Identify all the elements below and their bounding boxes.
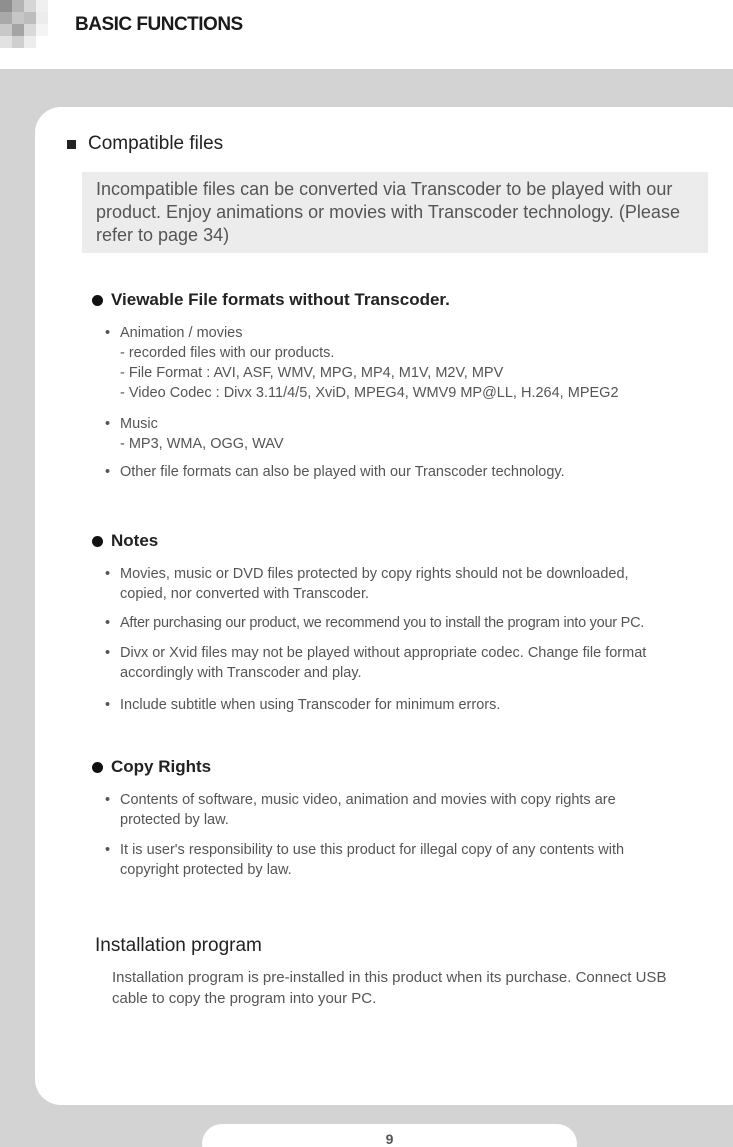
bullet-dot: • — [105, 697, 111, 713]
subheading-viewable-formats — [92, 290, 450, 310]
list-item-text: Contents of software, music video, animation and movies with copy rights are — [120, 792, 616, 808]
installation-text — [112, 967, 727, 1009]
list-item-text: Animation / movies — [120, 325, 243, 341]
round-bullet-icon — [92, 762, 103, 773]
round-bullet-icon — [92, 536, 103, 547]
list-item — [105, 840, 624, 880]
list-item-text: - recorded files with our products. — [120, 345, 335, 361]
bullet-dot: • — [105, 325, 111, 341]
bullet-dot: • — [105, 792, 111, 808]
list-item-text: accordingly with Transcoder and play. — [120, 665, 362, 681]
round-bullet-icon — [92, 295, 103, 306]
list-item — [105, 790, 616, 830]
bullet-dot: • — [105, 842, 111, 858]
list-item-text: copied, nor converted with Transcoder. — [120, 586, 370, 602]
section-title: Compatible files — [88, 133, 224, 154]
page-number: 9 — [385, 1131, 394, 1147]
list-item — [105, 695, 500, 715]
notice-box — [82, 172, 708, 253]
list-item-text: It is user's responsibility to use this product for illegal copy of any contents with — [120, 842, 625, 858]
bullet-dot: • — [105, 615, 111, 631]
section-heading-compatible-files — [67, 133, 223, 155]
subheading-title: Copy Rights — [111, 757, 212, 776]
list-item-text: - File Format : AVI, ASF, WMV, MPG, MP4, M1V, M2V, MPV — [120, 365, 504, 381]
list-item — [105, 414, 284, 454]
notice-line: refer to page 34) — [96, 225, 230, 245]
list-item-text: copyright protected by law. — [120, 862, 292, 878]
list-item-text: Music — [120, 416, 158, 432]
list-item — [105, 323, 619, 403]
subheading-copy-rights — [92, 757, 211, 777]
list-item-text: Movies, music or DVD files protected by copy rights should not be downloaded, — [120, 566, 629, 582]
list-item — [105, 643, 646, 683]
list-item — [105, 462, 565, 482]
list-item-text: After purchasing our product, we recommend you to install the program into your PC. — [120, 615, 645, 631]
subheading-title: Notes — [111, 531, 159, 550]
list-item-text: - Video Codec : Divx 3.11/4/5, XviD, MPEG4, WMV9 MP@LL, H.264, MPEG2 — [120, 385, 619, 401]
header-mosaic-logo — [0, 0, 48, 48]
notice-line: Incompatible files can be converted via Transcoder to be played with our — [96, 179, 673, 199]
installation-line: cable to copy the program into your PC. — [112, 990, 377, 1007]
list-item-text: - MP3, WMA, OGG, WAV — [120, 436, 284, 452]
list-item-text: Other file formats can also be played with our Transcoder technology. — [120, 464, 565, 480]
list-item-text: Include subtitle when using Transcoder for minimum errors. — [120, 697, 501, 713]
page-header-title: BASIC FUNCTIONS — [75, 14, 243, 35]
bullet-dot: • — [105, 416, 111, 432]
notice-line: product. Enjoy animations or movies with Transcoder technology. (Please — [96, 202, 680, 222]
bullet-dot: • — [105, 645, 111, 661]
installation-heading: Installation program — [95, 935, 262, 956]
list-item — [105, 564, 629, 604]
list-item-text: protected by law. — [120, 812, 229, 828]
installation-line: Installation program is pre-installed in this product when its purchase. Connect USB — [112, 969, 667, 986]
subheading-notes — [92, 531, 158, 551]
subheading-title: Viewable File formats without Transcoder. — [111, 290, 450, 309]
list-item — [105, 613, 644, 633]
bullet-dot: • — [105, 566, 111, 582]
square-bullet-icon — [67, 140, 76, 149]
list-item-text: Divx or Xvid files may not be played without appropriate codec. Change file format — [120, 645, 647, 661]
bullet-dot: • — [105, 464, 111, 480]
page-number-tab — [202, 1124, 577, 1147]
